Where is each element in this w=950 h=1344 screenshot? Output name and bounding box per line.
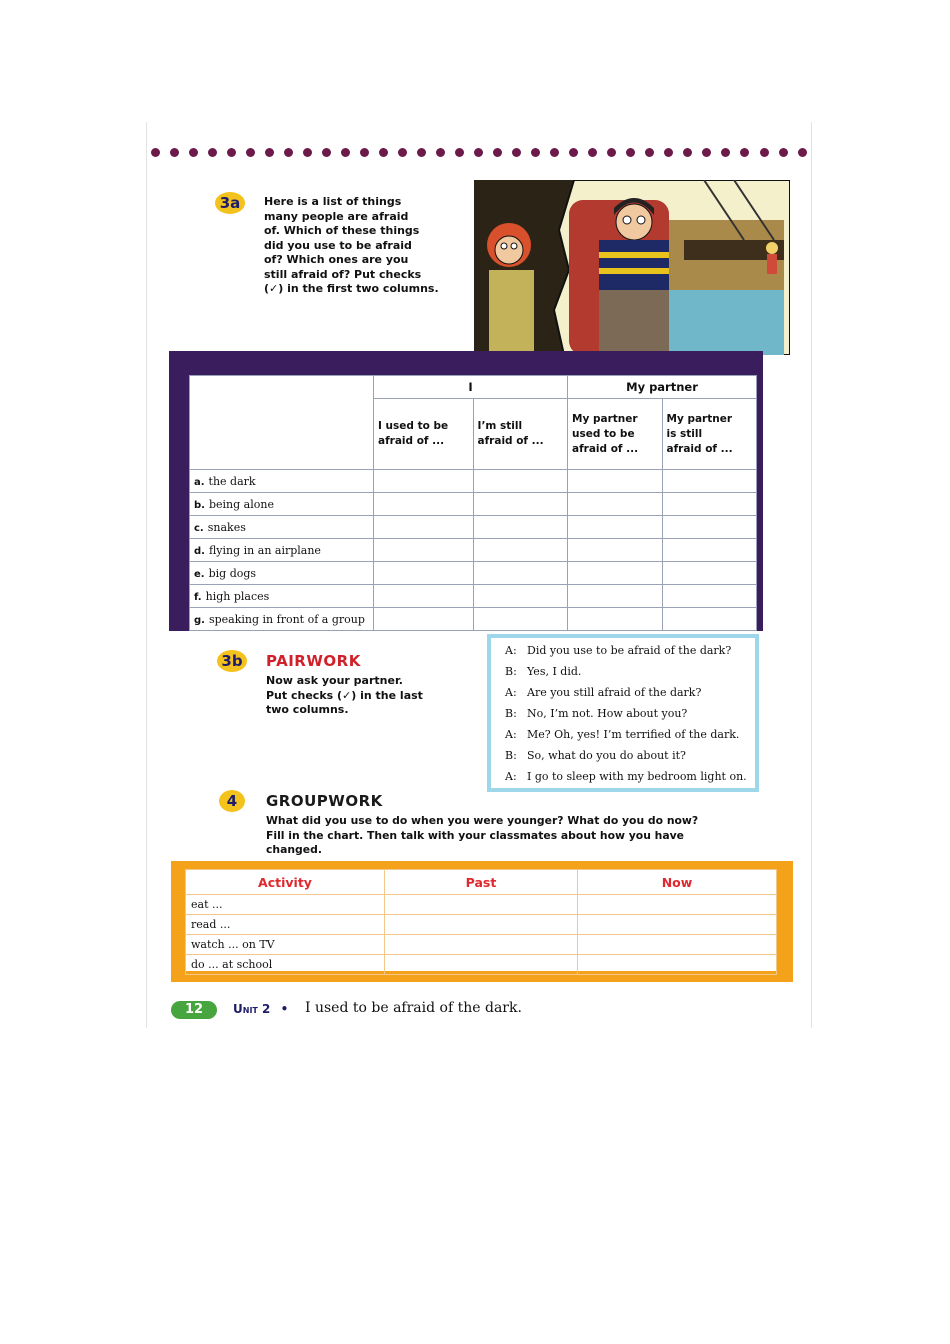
border-dot — [227, 148, 236, 157]
line-text: Me? Oh, yes! I’m terrified of the dark. — [527, 728, 740, 741]
instruction-line: did you use to be afraid — [264, 238, 412, 252]
border-dot — [455, 148, 464, 157]
table-row — [190, 562, 757, 585]
checkbox-cell[interactable] — [374, 516, 474, 539]
activity-cell: read ... — [186, 915, 385, 935]
table-row — [190, 470, 757, 493]
table-row — [186, 895, 777, 915]
checkbox-cell[interactable] — [568, 516, 662, 539]
checkbox-cell[interactable] — [662, 470, 757, 493]
checkbox-cell[interactable] — [662, 539, 757, 562]
column-header-past: Past — [385, 870, 578, 895]
instruction-line: Now ask your partner. — [266, 674, 403, 687]
border-dot — [626, 148, 635, 157]
row-label — [190, 608, 374, 631]
speaker: B: — [505, 665, 517, 678]
border-dot — [341, 148, 350, 157]
column-header-activity: Activity — [186, 870, 385, 895]
border-dot — [265, 148, 274, 157]
border-dot — [531, 148, 540, 157]
instruction-line: still afraid of? Put checks — [264, 267, 422, 281]
instruction-line: of. Which of these things — [264, 224, 420, 237]
row-letter: a. — [194, 476, 205, 488]
dialog-line — [505, 644, 731, 657]
checkbox-cell[interactable] — [568, 470, 662, 493]
exercise-3a-badge: 3a — [215, 192, 245, 214]
checkbox-cell[interactable] — [374, 493, 474, 516]
border-dot — [284, 148, 293, 157]
row-letter: f. — [194, 591, 202, 603]
exercise-3a-instructions — [264, 195, 439, 297]
now-input-cell[interactable] — [578, 895, 777, 915]
checkbox-cell[interactable] — [473, 493, 567, 516]
row-letter: b. — [194, 499, 205, 511]
border-dot — [683, 148, 692, 157]
exercise-4-instructions — [266, 814, 698, 858]
border-dot — [607, 148, 616, 157]
header-line: afraid of ... — [666, 442, 733, 455]
header-line: I’m still — [477, 420, 523, 432]
checkbox-cell[interactable] — [473, 585, 567, 608]
row-letter: d. — [194, 545, 205, 557]
empty-header-cell — [190, 376, 374, 470]
border-dot — [417, 148, 426, 157]
now-input-cell[interactable] — [578, 955, 777, 975]
dialog-line — [505, 728, 739, 741]
column-header-partner-still — [662, 399, 757, 470]
row-label — [190, 516, 374, 539]
speaker: A: — [505, 728, 517, 741]
border-dot — [189, 148, 198, 157]
checkbox-cell[interactable] — [568, 493, 662, 516]
border-dot — [436, 148, 445, 157]
groupwork-title: GROUPWORK — [266, 792, 383, 810]
row-text: snakes — [207, 520, 246, 534]
border-dot — [740, 148, 749, 157]
table-row — [190, 585, 757, 608]
checkbox-cell[interactable] — [374, 608, 474, 631]
column-header-used-to-be — [374, 399, 474, 470]
activity-cell: do ... at school — [186, 955, 385, 975]
checkbox-cell[interactable] — [473, 562, 567, 585]
exercise-3a-table — [189, 375, 757, 631]
exercise-3b-badge: 3b — [217, 650, 247, 672]
border-dot — [322, 148, 331, 157]
border-dot — [170, 148, 179, 157]
unit-text: Unit 2 — [233, 1002, 271, 1016]
dialog-box — [487, 634, 759, 792]
instruction-line: Fill in the chart. Then talk with your classmates about how you have — [266, 828, 684, 842]
exercise-4-badge: 4 — [219, 790, 245, 812]
column-header-partner-used-to-be — [568, 399, 662, 470]
border-dot — [702, 148, 711, 157]
column-header-still — [473, 399, 567, 470]
table-row — [186, 935, 777, 955]
instruction-line: many people are afraid — [264, 209, 409, 223]
instruction-line: Here is a list of things — [264, 195, 402, 208]
textbook-page — [146, 122, 812, 1028]
row-label — [190, 470, 374, 493]
checkbox-cell[interactable] — [473, 516, 567, 539]
line-text: No, I’m not. How about you? — [527, 707, 688, 720]
line-text: I go to sleep with my bedroom light on. — [527, 770, 747, 783]
border-dot — [360, 148, 369, 157]
checkbox-cell[interactable] — [473, 608, 567, 631]
checkbox-cell[interactable] — [662, 585, 757, 608]
header-line: is still — [666, 427, 703, 440]
group-header-partner: My partner — [568, 376, 757, 399]
checkbox-cell[interactable] — [662, 562, 757, 585]
dotted-border — [147, 146, 811, 160]
checkbox-cell[interactable] — [374, 539, 474, 562]
border-dot — [246, 148, 255, 157]
cartoon-illustration — [474, 180, 790, 355]
unit-title: I used to be afraid of the dark. — [305, 1000, 522, 1016]
dialog-line — [505, 749, 686, 762]
row-label — [190, 562, 374, 585]
exercise-4-table-frame — [171, 861, 793, 982]
row-text: being alone — [208, 497, 274, 511]
border-dot — [550, 148, 559, 157]
border-dot — [493, 148, 502, 157]
checkbox-cell[interactable] — [662, 516, 757, 539]
checkbox-cell[interactable] — [568, 562, 662, 585]
exercise-4-table-inner — [185, 869, 777, 971]
table-row — [190, 493, 757, 516]
border-dot — [798, 148, 807, 157]
border-dot — [379, 148, 388, 157]
border-dot — [721, 148, 730, 157]
instruction-line: (✓) in the first two columns. — [264, 282, 439, 295]
exercise-4-table — [185, 869, 777, 975]
checkbox-cell[interactable] — [662, 493, 757, 516]
instruction-line: changed. — [266, 843, 322, 856]
now-input-cell[interactable] — [578, 915, 777, 935]
checkbox-cell[interactable] — [473, 470, 567, 493]
row-text: flying in an airplane — [208, 543, 321, 557]
checkbox-cell[interactable] — [568, 585, 662, 608]
border-dot — [760, 148, 769, 157]
border-dot — [398, 148, 407, 157]
instruction-line: What did you use to do when you were younger? What do you do now? — [266, 814, 699, 827]
past-input-cell[interactable] — [385, 895, 578, 915]
row-letter: c. — [194, 522, 204, 534]
line-text: Are you still afraid of the dark? — [527, 686, 702, 699]
instruction-line: Put checks (✓) in the last — [266, 688, 423, 702]
past-input-cell[interactable] — [385, 935, 578, 955]
row-label — [190, 539, 374, 562]
page-number-badge: 12 — [171, 1001, 217, 1019]
row-text: the dark — [208, 474, 256, 488]
activity-cell: watch ... on TV — [186, 935, 385, 955]
header-line: My partner — [572, 412, 638, 425]
speaker: A: — [505, 686, 517, 699]
table-row — [190, 516, 757, 539]
border-dot — [779, 148, 788, 157]
checkbox-cell[interactable] — [568, 539, 662, 562]
column-header-now: Now — [578, 870, 777, 895]
header-line: I used to be — [378, 420, 449, 432]
header-line: afraid of ... — [378, 435, 445, 447]
checkbox-cell[interactable] — [473, 539, 567, 562]
past-input-cell[interactable] — [385, 915, 578, 935]
speaker: A: — [505, 770, 517, 783]
activity-cell: eat ... — [186, 895, 385, 915]
dialog-line — [505, 665, 581, 678]
speaker: B: — [505, 749, 517, 762]
instruction-line: of? Which ones are you — [264, 253, 409, 266]
border-dot — [664, 148, 673, 157]
row-label — [190, 493, 374, 516]
checkbox-cell[interactable] — [374, 562, 474, 585]
header-line: afraid of ... — [477, 435, 544, 447]
checkbox-cell[interactable] — [568, 608, 662, 631]
dialog-line — [505, 770, 747, 783]
pairwork-title: PAIRWORK — [266, 652, 361, 670]
row-text: big dogs — [208, 566, 257, 580]
line-text: Yes, I did. — [527, 665, 582, 678]
speaker: B: — [505, 707, 517, 720]
checkbox-cell[interactable] — [662, 608, 757, 631]
checkbox-cell[interactable] — [374, 585, 474, 608]
border-dot — [151, 148, 160, 157]
table-row — [190, 539, 757, 562]
exercise-3b-instructions — [266, 674, 423, 718]
line-text: So, what do you do about it? — [527, 749, 686, 762]
header-line: used to be — [572, 427, 635, 440]
row-letter: g. — [194, 614, 205, 626]
separator: • — [280, 1002, 289, 1016]
table-row — [190, 608, 757, 631]
border-dot — [569, 148, 578, 157]
row-text: high places — [205, 589, 270, 603]
dialog-line — [505, 707, 687, 720]
checkbox-cell[interactable] — [374, 470, 474, 493]
line-text: Did you use to be afraid of the dark? — [527, 644, 732, 657]
row-letter: e. — [194, 568, 205, 580]
table-row — [186, 955, 777, 975]
now-input-cell[interactable] — [578, 935, 777, 955]
unit-label — [233, 1002, 288, 1016]
border-dot — [588, 148, 597, 157]
group-header-i: I — [374, 376, 568, 399]
border-dot — [645, 148, 654, 157]
header-line: My partner — [666, 412, 733, 425]
instruction-line: two columns. — [266, 703, 349, 716]
border-dot — [512, 148, 521, 157]
speaker: A: — [505, 644, 517, 657]
border-dot — [303, 148, 312, 157]
table-row — [186, 915, 777, 935]
past-input-cell[interactable] — [385, 955, 578, 975]
border-dot — [474, 148, 483, 157]
border-dot — [208, 148, 217, 157]
row-text: speaking in front of a group — [208, 612, 365, 626]
header-line: afraid of ... — [572, 442, 639, 455]
dialog-line — [505, 686, 701, 699]
row-label — [190, 585, 374, 608]
